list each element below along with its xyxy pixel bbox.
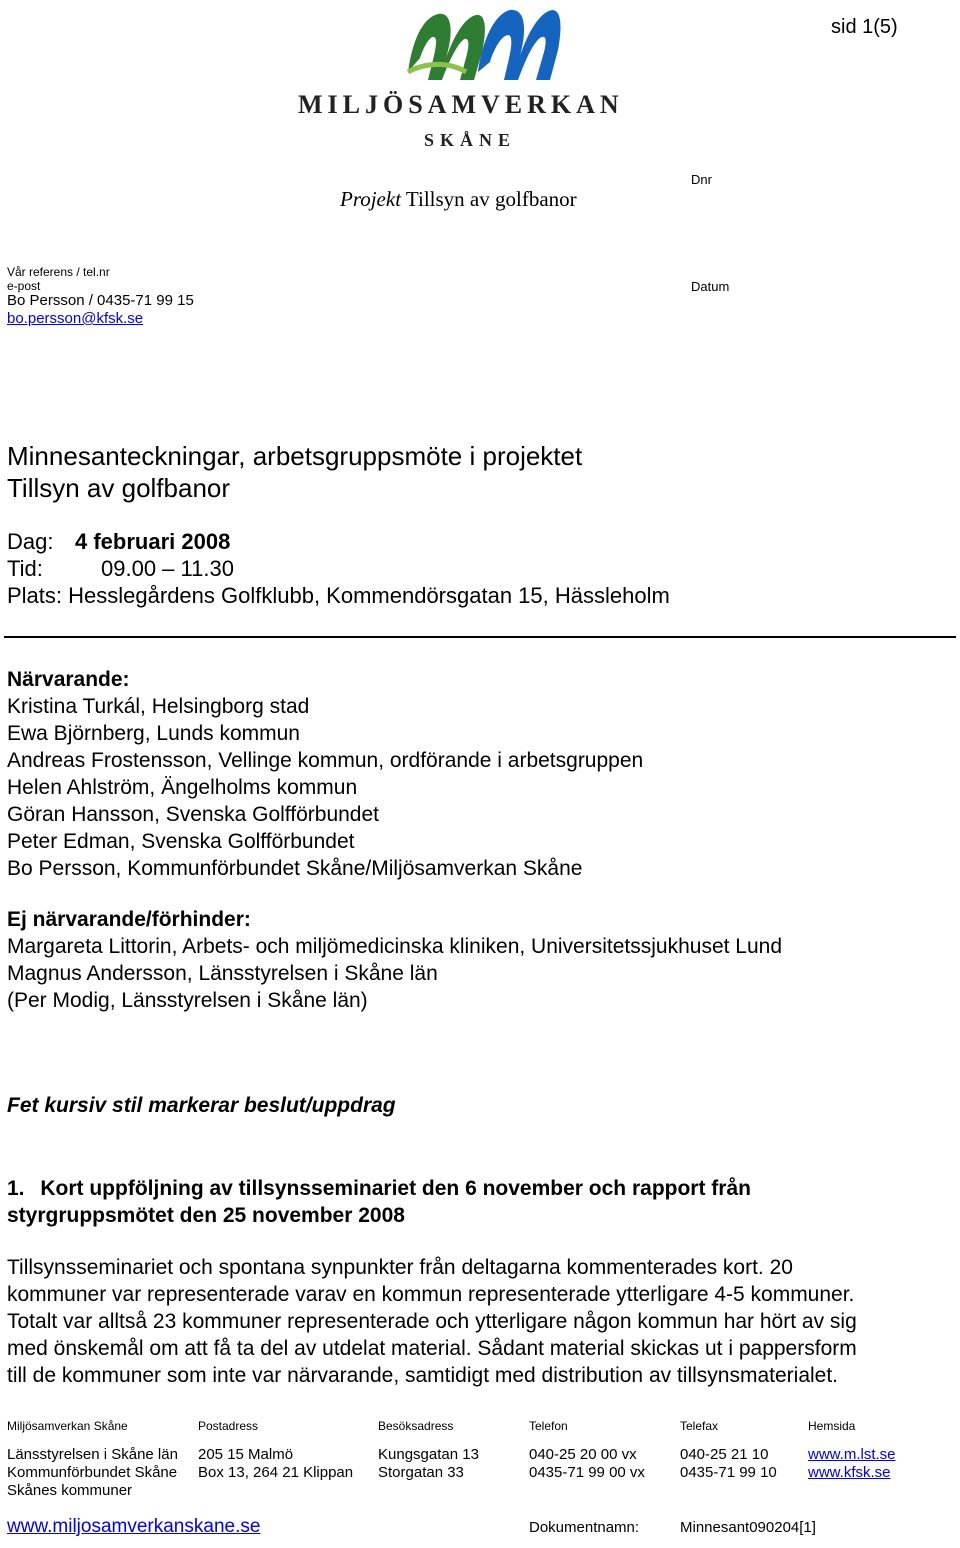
footer-header-visit: Besöksadress: [378, 1419, 454, 1433]
ref-label: Vår referens / tel.nr: [7, 265, 110, 279]
table-cell: 040-25 20 00 vx: [529, 1446, 637, 1463]
meeting-place: [7, 583, 670, 609]
footer-header-phone: Telefon: [529, 1419, 568, 1433]
dnr-label: Dnr: [691, 172, 712, 187]
main-website-link[interactable]: www.miljosamverkanskane.se: [7, 1516, 261, 1537]
table-cell: Kungsgatan 13: [378, 1446, 479, 1463]
list-item: Bo Persson, Kommunförbundet Skåne/Miljösamverkan Skåne: [7, 857, 583, 880]
meeting-time: [7, 556, 234, 582]
day-label: Dag:: [7, 529, 54, 554]
time-value: 09.00 – 11.30: [101, 556, 234, 581]
footer-header-fax: Telefax: [680, 1419, 719, 1433]
list-item: (Per Modig, Länsstyrelsen i Skåne län): [7, 989, 368, 1012]
footer-header-org: Miljösamverkan Skåne: [7, 1419, 128, 1433]
table-cell: Box 13, 264 21 Klippan: [198, 1464, 354, 1481]
paragraph-line: Totalt var alltså 23 kommuner representerade och ytterligare någon kommun har hört av sig: [7, 1310, 857, 1333]
day-value: 4 februari 2008: [75, 529, 231, 554]
section-1-heading: [7, 1175, 751, 1229]
time-label: Tid:: [7, 556, 43, 581]
list-item: Kristina Turkál, Helsingborg stad: [7, 695, 310, 718]
present-section: [7, 666, 643, 882]
absent-heading: Ej närvarande/förhinder:: [7, 908, 251, 931]
list-item: Margareta Littorin, Arbets- och miljömedicinska kliniken, Universitetssjukhuset Lund: [7, 935, 783, 958]
table-cell: 0435-71 99 10: [680, 1464, 777, 1481]
logo-mark-icon: [296, 2, 652, 87]
logo: [296, 2, 652, 152]
table-cell: Skånes kommuner: [7, 1482, 133, 1499]
meeting-day: [7, 529, 231, 555]
page-number: sid 1(5): [831, 16, 898, 38]
section-1-heading-line-2: styrgruppsmötet den 25 november 2008: [7, 1204, 405, 1227]
logo-name: MILJÖSAMVERKAN: [298, 90, 624, 119]
title-line-1: Minnesanteckningar, arbetsgruppsmöte i projektet: [7, 441, 583, 471]
list-item: Göran Hansson, Svenska Golfförbundet: [7, 803, 380, 826]
list-item: Helen Ahlström, Ängelholms kommun: [7, 776, 358, 799]
section-1-body: [7, 1254, 857, 1389]
table-cell: 205 15 Malmö: [198, 1446, 294, 1463]
list-item: Magnus Andersson, Länsstyrelsen i Skåne län: [7, 962, 438, 985]
project-prefix: Projekt: [340, 187, 402, 211]
legend-note: Fet kursiv stil markerar beslut/uppdrag: [7, 1094, 396, 1117]
present-heading: Närvarande:: [7, 668, 130, 691]
section-1-heading-line-1: [7, 1175, 751, 1202]
place-label: Plats:: [7, 583, 63, 608]
divider: [4, 636, 956, 638]
project-title: [340, 187, 577, 212]
table-cell: 040-25 21 10: [680, 1446, 769, 1463]
docname-value: Minnesant090204[1]: [680, 1519, 816, 1536]
list-item: Ewa Björnberg, Lunds kommun: [7, 722, 300, 745]
table-cell: Länsstyrelsen i Skåne län: [7, 1446, 178, 1463]
footer: [0, 1410, 960, 1548]
email-label: e-post: [7, 279, 41, 293]
contact-person: Bo Persson / 0435-71 99 15: [7, 292, 194, 309]
paragraph-line: till de kommuner som inte var närvarande, samtidigt med distribution av tillsynsmaterialet.: [7, 1364, 839, 1387]
place-value: Hesslegårdens Golfklubb, Kommendörsgatan 15, Hässleholm: [68, 583, 670, 608]
table-cell: 0435-71 99 00 vx: [529, 1464, 645, 1481]
project-name: Tillsyn av golfbanor: [405, 187, 577, 211]
website-link[interactable]: www.m.lst.se: [808, 1446, 896, 1463]
website-link[interactable]: www.kfsk.se: [808, 1464, 891, 1481]
logo-region: SKÅNE: [424, 130, 517, 150]
document-title: [7, 440, 582, 504]
paragraph-line: med önskemål om att få ta del av utdelat material. Sådant material skickas ut i pappersform: [7, 1337, 857, 1360]
footer-header-web: Hemsida: [808, 1419, 856, 1433]
list-item: Andreas Frostensson, Vellinge kommun, ordförande i arbetsgruppen: [7, 749, 644, 772]
footer-header-postal: Postadress: [198, 1419, 259, 1433]
contact-email-link[interactable]: bo.persson@kfsk.se: [7, 310, 144, 327]
list-item: Peter Edman, Svenska Golfförbundet: [7, 830, 355, 853]
section-number: 1.: [7, 1177, 25, 1200]
date-label: Datum: [691, 279, 730, 294]
paragraph-line: kommuner var representerade varav en kommun representerade ytterligare 4-5 kommuner.: [7, 1283, 855, 1306]
absent-section: [7, 906, 782, 1014]
docname-label: Dokumentnamn:: [529, 1519, 640, 1536]
table-cell: Storgatan 33: [378, 1464, 464, 1481]
title-line-2: Tillsyn av golfbanor: [7, 473, 231, 503]
table-cell: Kommunförbundet Skåne: [7, 1464, 178, 1481]
paragraph-line: Tillsynsseminariet och spontana synpunkter från deltagarna kommenterades kort. 20: [7, 1256, 793, 1279]
section-1-heading-text: Kort uppföljning av tillsynsseminariet den 6 november och rapport från: [40, 1177, 751, 1200]
